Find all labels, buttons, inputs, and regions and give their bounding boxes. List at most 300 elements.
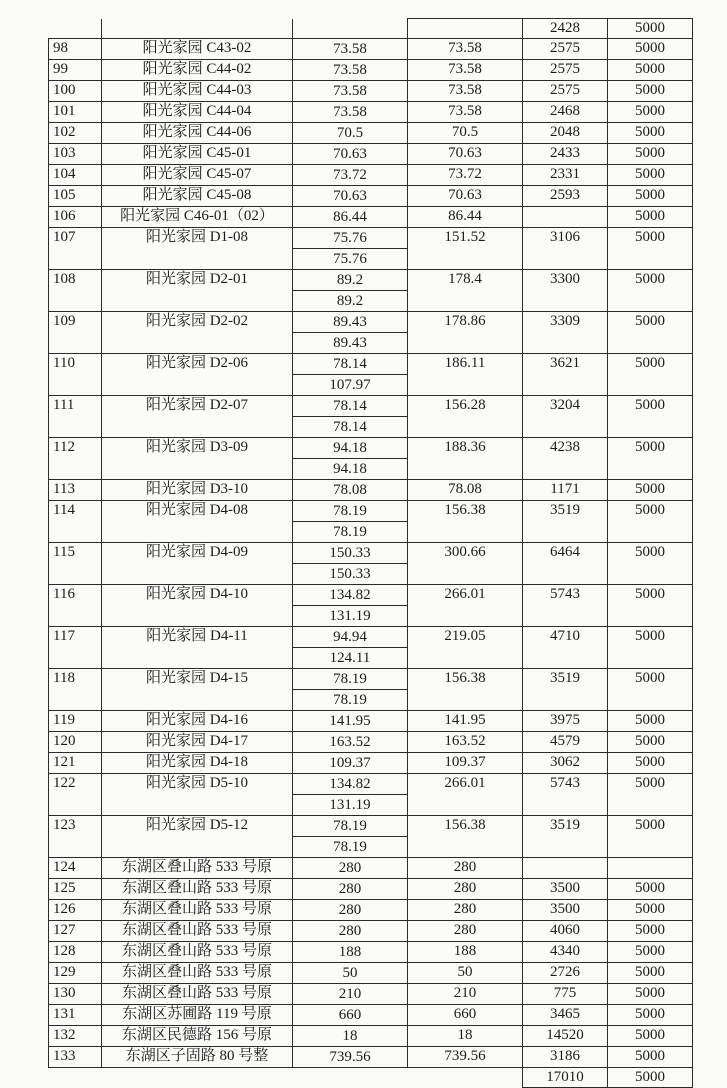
area-cell: [293, 942, 408, 963]
property-name: 东湖区叠山路 533 号原: [102, 879, 293, 900]
property-table: [48, 18, 693, 1088]
area-cell: [293, 354, 408, 396]
area-value: 94.94: [333, 629, 367, 645]
area-cell: [293, 753, 408, 774]
area-value: 188: [338, 944, 362, 960]
area-cell: [293, 207, 408, 228]
table-row: [49, 984, 693, 1005]
total-area: 156.38: [408, 669, 523, 711]
area-value: 78.19: [293, 689, 407, 710]
total-area: 73.58: [408, 60, 523, 81]
empty-cell: [293, 1068, 408, 1088]
area-value: 78.19: [333, 818, 367, 834]
total-area: 280: [408, 879, 523, 900]
property-name: 阳光家园 D4-18: [102, 753, 293, 774]
area-cell: [293, 1026, 408, 1047]
amount-value: 6464: [523, 543, 608, 585]
total-area: 73.58: [408, 102, 523, 123]
empty-cell: [408, 1068, 523, 1088]
area-value: 89.2: [293, 290, 407, 311]
area-cell: [293, 879, 408, 900]
row-number: 128: [49, 942, 102, 963]
total-area: 210: [408, 984, 523, 1005]
standard-value: 5000: [608, 1026, 693, 1047]
standard-value: 5000: [608, 165, 693, 186]
property-name: 阳光家园 D2-07: [102, 396, 293, 438]
total-area: 280: [408, 900, 523, 921]
area-value: 210: [338, 986, 362, 1002]
area-cell: [293, 1005, 408, 1026]
area-value: 73.58: [333, 83, 367, 99]
area-value: 75.76: [293, 248, 407, 269]
area-cell: [293, 228, 408, 270]
standard-value: 5000: [608, 627, 693, 669]
standard-value: 5000: [608, 81, 693, 102]
amount-value: 3300: [523, 270, 608, 312]
property-name: 阳光家园 D3-10: [102, 480, 293, 501]
property-name: 东湖区叠山路 533 号原: [102, 942, 293, 963]
standard-value: 5000: [608, 879, 693, 900]
amount-value: 3186: [523, 1047, 608, 1068]
area-cell: [293, 396, 408, 438]
total-area: 78.08: [408, 480, 523, 501]
standard-value: 5000: [608, 963, 693, 984]
area-cell: [293, 984, 408, 1005]
row-number: 125: [49, 879, 102, 900]
amount-value: 5743: [523, 774, 608, 816]
row-number: 124: [49, 858, 102, 879]
area-value: 660: [338, 1007, 362, 1023]
property-name: 东湖区叠山路 533 号原: [102, 921, 293, 942]
property-name: 阳光家园 C44-03: [102, 81, 293, 102]
standard-value: 5000: [608, 186, 693, 207]
standard-value: 5000: [608, 270, 693, 312]
total-area: 280: [408, 858, 523, 879]
area-value: 18: [342, 1028, 358, 1044]
row-number: 101: [49, 102, 102, 123]
property-name: 阳光家园 D2-06: [102, 354, 293, 396]
area-value: 107.97: [293, 374, 407, 395]
table-row: [49, 207, 693, 228]
empty-cell: [49, 1068, 102, 1088]
row-number: 100: [49, 81, 102, 102]
amount-value: 4710: [523, 627, 608, 669]
empty-cell: [102, 1068, 293, 1088]
amount-value: 4060: [523, 921, 608, 942]
amount-value: 5743: [523, 585, 608, 627]
area-value: 134.82: [329, 587, 371, 603]
row-number: 122: [49, 774, 102, 816]
standard-value: 5000: [608, 39, 693, 60]
total-area: 73.58: [408, 39, 523, 60]
total-area: 660: [408, 1005, 523, 1026]
amount-value: 3309: [523, 312, 608, 354]
amount-value: 3500: [523, 900, 608, 921]
area-value: 739.56: [329, 1049, 371, 1065]
area-value: 109.37: [329, 755, 371, 771]
row-number: 109: [49, 312, 102, 354]
area-value: 124.11: [293, 647, 407, 668]
standard-value: 5000: [608, 900, 693, 921]
table-row: [49, 732, 693, 753]
table-row: [49, 585, 693, 627]
area-value: 73.58: [333, 41, 367, 57]
area-value: 78.19: [293, 521, 407, 542]
amount-value: 1171: [523, 480, 608, 501]
amount-value: 3204: [523, 396, 608, 438]
standard-value: 5000: [608, 984, 693, 1005]
table-row: [49, 312, 693, 354]
total-area: 70.63: [408, 186, 523, 207]
area-value: 94.18: [293, 458, 407, 479]
area-value: 78.14: [293, 416, 407, 437]
total-area: 156.28: [408, 396, 523, 438]
table-row: [49, 711, 693, 732]
amount-value: 14520: [523, 1026, 608, 1047]
standard-value: 5000: [608, 942, 693, 963]
amount-value: 3062: [523, 753, 608, 774]
table-body: [49, 19, 693, 1088]
amount-value: 3519: [523, 816, 608, 858]
standard-value: 5000: [608, 1005, 693, 1026]
row-number: 111: [49, 396, 102, 438]
table-row: [49, 543, 693, 585]
property-name: 阳光家园 D4-10: [102, 585, 293, 627]
table-row: [49, 963, 693, 984]
total-area: 280: [408, 921, 523, 942]
total-area: 300.66: [408, 543, 523, 585]
standard-value: 5000: [608, 60, 693, 81]
property-name: 阳光家园 D3-09: [102, 438, 293, 480]
amount-value: 2575: [523, 81, 608, 102]
table-row: [49, 900, 693, 921]
area-value: 70.63: [333, 146, 367, 162]
area-cell: [293, 543, 408, 585]
amount-value: 3519: [523, 501, 608, 543]
amount-value: 4340: [523, 942, 608, 963]
row-number: 106: [49, 207, 102, 228]
area-cell: [293, 963, 408, 984]
amount-value: 4238: [523, 438, 608, 480]
amount-value: 3500: [523, 879, 608, 900]
property-name: 东湖区子固路 80 号整: [102, 1047, 293, 1068]
area-cell: [293, 669, 408, 711]
property-name: 阳光家园 C44-06: [102, 123, 293, 144]
area-value: 78.14: [333, 356, 367, 372]
table-row: [49, 669, 693, 711]
area-cell: [293, 711, 408, 732]
row-number: 117: [49, 627, 102, 669]
total-area: 73.72: [408, 165, 523, 186]
property-name: 阳光家园 C44-02: [102, 60, 293, 81]
area-value: 73.58: [333, 62, 367, 78]
table-row: [49, 396, 693, 438]
area-cell: [293, 480, 408, 501]
standard-value: 5000: [608, 123, 693, 144]
row-number: 113: [49, 480, 102, 501]
standard-value: 5000: [608, 354, 693, 396]
area-cell: [293, 165, 408, 186]
property-name: 阳光家园 D5-12: [102, 816, 293, 858]
table-row: [49, 186, 693, 207]
table-row: [49, 144, 693, 165]
area-value: 78.19: [293, 836, 407, 857]
row-number: 132: [49, 1026, 102, 1047]
total-area: 70.63: [408, 144, 523, 165]
carryover-col5: 5000: [608, 1068, 693, 1088]
amount-value: 2468: [523, 102, 608, 123]
area-cell: [293, 816, 408, 858]
amount-value: 3519: [523, 669, 608, 711]
amount-value: 3106: [523, 228, 608, 270]
standard-value: 5000: [608, 501, 693, 543]
total-area: 739.56: [408, 1047, 523, 1068]
amount-value: 2433: [523, 144, 608, 165]
table-row: [49, 102, 693, 123]
amount-value: 2575: [523, 60, 608, 81]
area-cell: [293, 585, 408, 627]
area-cell: [293, 732, 408, 753]
table-row: [49, 1005, 693, 1026]
property-name: 东湖区叠山路 533 号原: [102, 963, 293, 984]
table-row: [49, 774, 693, 816]
property-name: 阳光家园 C45-08: [102, 186, 293, 207]
row-number: 115: [49, 543, 102, 585]
row-number: 107: [49, 228, 102, 270]
property-name: 阳光家园 D4-11: [102, 627, 293, 669]
table-row: [49, 627, 693, 669]
area-value: 131.19: [293, 605, 407, 626]
bottom-carryover-row: [49, 1068, 693, 1088]
top-carryover-row: [49, 19, 693, 39]
area-value: 280: [338, 902, 362, 918]
total-area: 266.01: [408, 585, 523, 627]
total-area: 188.36: [408, 438, 523, 480]
table-row: [49, 165, 693, 186]
area-value: 78.19: [333, 671, 367, 687]
table-row: [49, 921, 693, 942]
standard-value: 5000: [608, 438, 693, 480]
standard-value: 5000: [608, 102, 693, 123]
total-area: 50: [408, 963, 523, 984]
table-row: [49, 1026, 693, 1047]
property-name: 阳光家园 C45-07: [102, 165, 293, 186]
row-number: 99: [49, 60, 102, 81]
property-name: 阳光家园 D4-17: [102, 732, 293, 753]
area-value: 78.08: [333, 482, 367, 498]
area-cell: [293, 102, 408, 123]
area-cell: [293, 123, 408, 144]
total-area: 266.01: [408, 774, 523, 816]
total-area: 188: [408, 942, 523, 963]
area-value: 280: [338, 923, 362, 939]
row-number: 133: [49, 1047, 102, 1068]
row-number: 123: [49, 816, 102, 858]
total-area: 156.38: [408, 816, 523, 858]
row-number: 112: [49, 438, 102, 480]
area-value: 89.2: [336, 272, 364, 288]
area-value: 50: [342, 965, 358, 981]
area-cell: [293, 438, 408, 480]
row-number: 121: [49, 753, 102, 774]
row-number: 104: [49, 165, 102, 186]
total-area: 156.38: [408, 501, 523, 543]
total-area: 73.58: [408, 81, 523, 102]
area-value: 150.33: [293, 563, 407, 584]
property-name: 阳光家园 D5-10: [102, 774, 293, 816]
standard-value: 5000: [608, 669, 693, 711]
table-row: [49, 123, 693, 144]
total-area: 163.52: [408, 732, 523, 753]
row-number: 126: [49, 900, 102, 921]
area-cell: [293, 1047, 408, 1068]
carryover-col4: 2428: [523, 19, 608, 39]
standard-value: [608, 858, 693, 879]
amount-value: 2575: [523, 39, 608, 60]
amount-value: 2331: [523, 165, 608, 186]
row-number: 108: [49, 270, 102, 312]
area-cell: [293, 81, 408, 102]
total-area: 178.86: [408, 312, 523, 354]
table-row: [49, 81, 693, 102]
row-number: 131: [49, 1005, 102, 1026]
amount-value: 4579: [523, 732, 608, 753]
table-row: [49, 438, 693, 480]
property-name: 阳光家园 D4-16: [102, 711, 293, 732]
area-cell: [293, 144, 408, 165]
standard-value: 5000: [608, 228, 693, 270]
row-number: 119: [49, 711, 102, 732]
table-row: [49, 39, 693, 60]
area-value: 75.76: [333, 230, 367, 246]
standard-value: 5000: [608, 1047, 693, 1068]
area-cell: [293, 60, 408, 81]
area-value: 141.95: [329, 713, 371, 729]
property-name: 阳光家园 D2-02: [102, 312, 293, 354]
table-row: [49, 879, 693, 900]
standard-value: 5000: [608, 816, 693, 858]
row-number: 102: [49, 123, 102, 144]
area-cell: [293, 312, 408, 354]
area-value: 150.33: [329, 545, 371, 561]
table-row: [49, 753, 693, 774]
area-value: 86.44: [333, 209, 367, 225]
total-area: 186.11: [408, 354, 523, 396]
standard-value: 5000: [608, 543, 693, 585]
table-row: [49, 480, 693, 501]
carryover-col4: 17010: [523, 1068, 608, 1088]
area-value: 78.14: [333, 398, 367, 414]
row-number: 129: [49, 963, 102, 984]
property-name: 阳光家园 D2-01: [102, 270, 293, 312]
row-number: 110: [49, 354, 102, 396]
area-value: 89.43: [293, 332, 407, 353]
standard-value: 5000: [608, 144, 693, 165]
standard-value: 5000: [608, 753, 693, 774]
standard-value: 5000: [608, 585, 693, 627]
area-cell: [293, 627, 408, 669]
amount-value: [523, 207, 608, 228]
property-name: 阳光家园 C46-01（02）: [102, 207, 293, 228]
table-row: [49, 858, 693, 879]
carryover-col5: 5000: [608, 19, 693, 39]
table-row: [49, 270, 693, 312]
table-row: [49, 501, 693, 543]
total-area: 86.44: [408, 207, 523, 228]
amount-value: 2593: [523, 186, 608, 207]
standard-value: 5000: [608, 711, 693, 732]
property-name: 阳光家园 D1-08: [102, 228, 293, 270]
amount-value: 3465: [523, 1005, 608, 1026]
property-name: 阳光家园 C45-01: [102, 144, 293, 165]
row-number: 120: [49, 732, 102, 753]
table-row: [49, 228, 693, 270]
table-row: [49, 942, 693, 963]
row-number: 127: [49, 921, 102, 942]
property-name: 东湖区苏圃路 119 号原: [102, 1005, 293, 1026]
amount-value: [523, 858, 608, 879]
area-value: 163.52: [329, 734, 371, 750]
row-number: 103: [49, 144, 102, 165]
area-value: 131.19: [293, 794, 407, 815]
total-area: 70.5: [408, 123, 523, 144]
total-area: 141.95: [408, 711, 523, 732]
area-value: 280: [338, 860, 362, 876]
total-area: 178.4: [408, 270, 523, 312]
area-value: 78.19: [333, 503, 367, 519]
property-name: 东湖区民德路 156 号原: [102, 1026, 293, 1047]
total-area: 109.37: [408, 753, 523, 774]
area-value: 134.82: [329, 776, 371, 792]
area-cell: [293, 39, 408, 60]
property-name: 阳光家园 C44-04: [102, 102, 293, 123]
area-cell: [293, 270, 408, 312]
property-name: 阳光家园 D4-15: [102, 669, 293, 711]
table-row: [49, 60, 693, 81]
area-value: 73.72: [333, 167, 367, 183]
area-value: 280: [338, 881, 362, 897]
row-number: 105: [49, 186, 102, 207]
amount-value: 775: [523, 984, 608, 1005]
area-value: 70.5: [336, 125, 364, 141]
table-row: [49, 354, 693, 396]
standard-value: 5000: [608, 921, 693, 942]
standard-value: 5000: [608, 774, 693, 816]
area-cell: [293, 774, 408, 816]
standard-value: 5000: [608, 396, 693, 438]
property-name: 阳光家园 D4-09: [102, 543, 293, 585]
property-name: 东湖区叠山路 533 号原: [102, 984, 293, 1005]
property-name: 东湖区叠山路 533 号原: [102, 858, 293, 879]
property-name: 阳光家园 C43-02: [102, 39, 293, 60]
row-number: 116: [49, 585, 102, 627]
row-number: 114: [49, 501, 102, 543]
total-area: 219.05: [408, 627, 523, 669]
total-area: 18: [408, 1026, 523, 1047]
area-cell: [293, 921, 408, 942]
area-value: 89.43: [333, 314, 367, 330]
amount-value: 2726: [523, 963, 608, 984]
amount-value: 3621: [523, 354, 608, 396]
standard-value: 5000: [608, 480, 693, 501]
standard-value: 5000: [608, 312, 693, 354]
standard-value: 5000: [608, 732, 693, 753]
row-number: 118: [49, 669, 102, 711]
area-cell: [293, 858, 408, 879]
table-row: [49, 816, 693, 858]
area-value: 73.58: [333, 104, 367, 120]
row-number: 130: [49, 984, 102, 1005]
